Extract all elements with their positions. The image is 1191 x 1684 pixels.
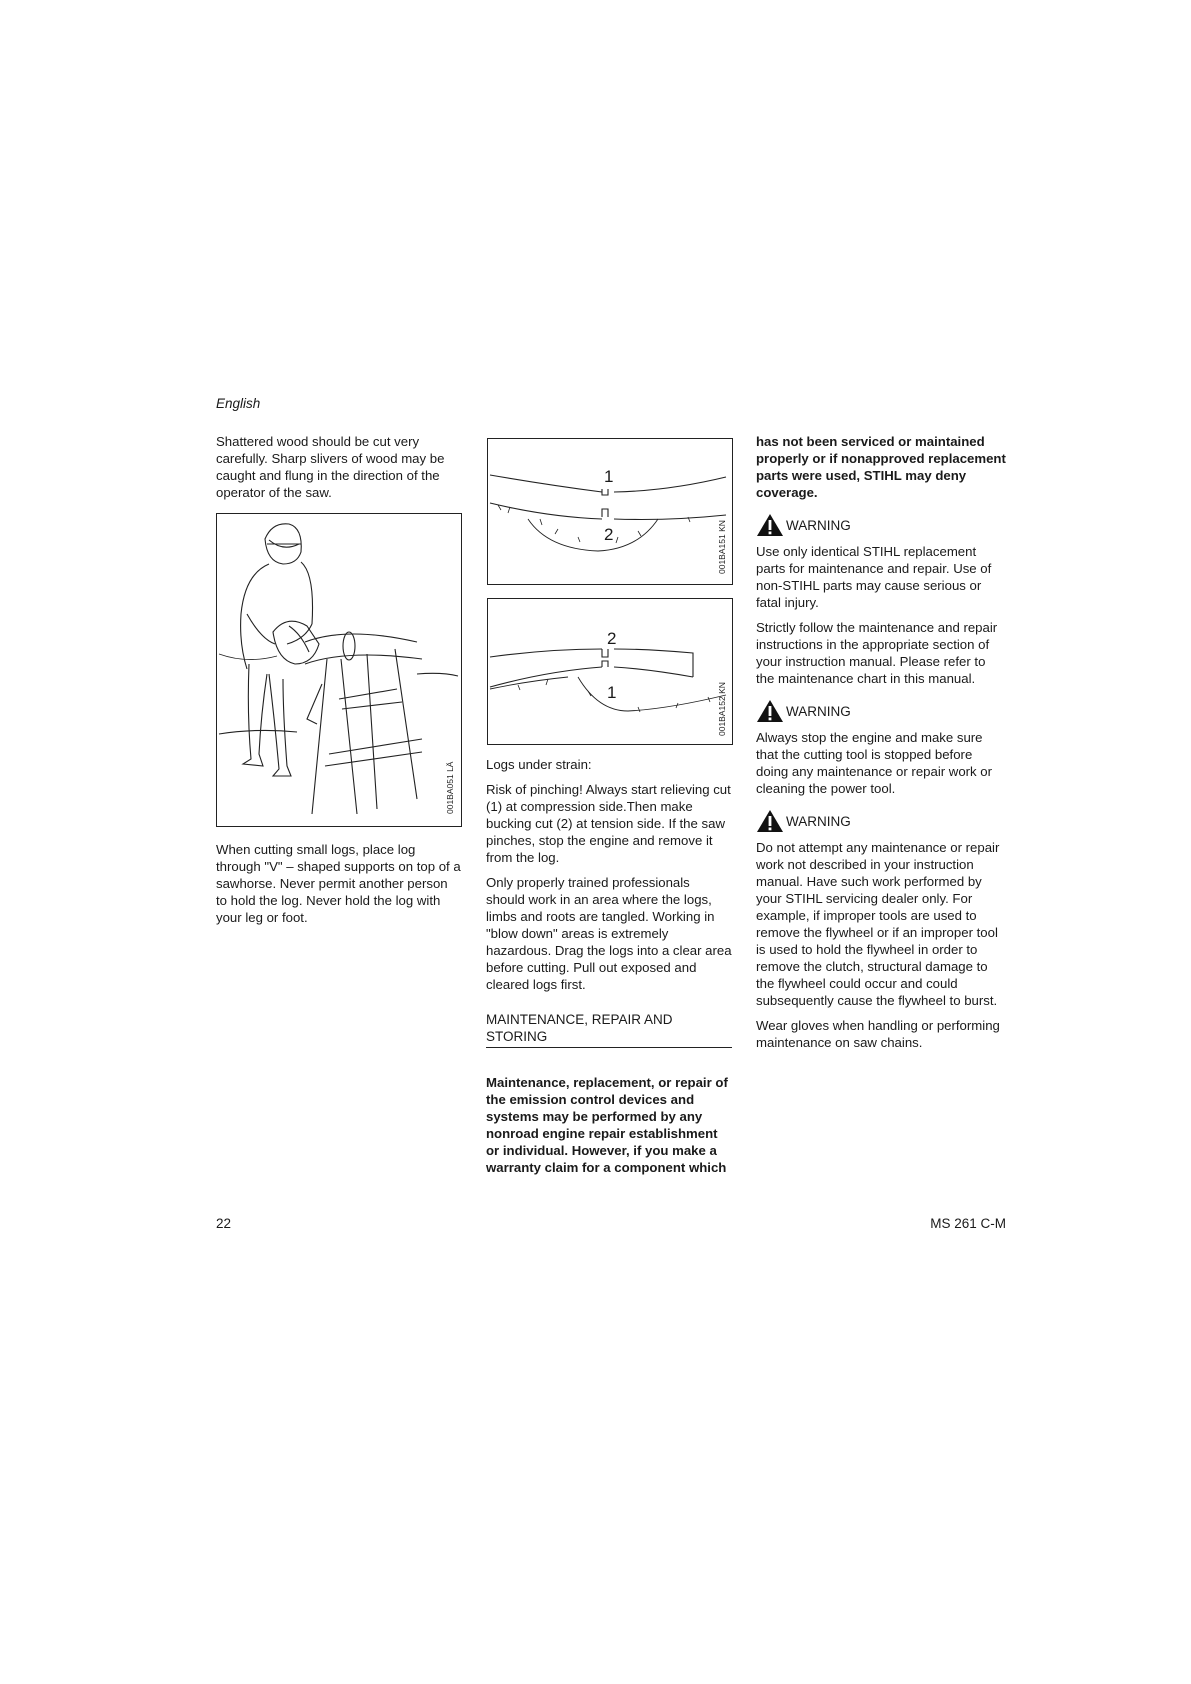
label-bottom: 1 <box>607 683 617 702</box>
warning-2 <box>756 699 1006 723</box>
warning-label: WARNING <box>786 813 851 829</box>
warning-triangle-icon <box>756 699 784 723</box>
column-3 <box>756 433 1006 1051</box>
no-unauthorized-repair-text: Do not attempt any maintenance or repair work not described in your instruction manual. Have such work performed by your STIHL servicing dealer only. For example, if improper tools are used to remove the flywheel or if an improper tool is used to hold the flywheel in order to remove the clutch, structural damage to the flywheel could occur and could subsequently cause the flywheel to burst. <box>756 840 1000 1008</box>
warning-label: WARNING <box>786 703 851 719</box>
log-cut-drawing-2 <box>488 599 731 743</box>
model-label: MS 261 C-M <box>930 1216 1006 1231</box>
page-number: 22 <box>216 1216 232 1231</box>
professionals-text: Only properly trained professionals should work in an area where the logs, limbs and roots are tangled. Working in "blow down" areas is extremely hazardous. Drag the logs into a clear area before cutting. Pull out exposed and cleared logs first. <box>486 875 732 992</box>
operator-sawhorse-drawing <box>217 514 460 825</box>
log-strain-figure-2 <box>487 598 733 745</box>
logs-caption: Logs under strain: <box>486 757 592 772</box>
wear-gloves-text: Wear gloves when handling or performing maintenance on saw chains. <box>756 1018 1000 1050</box>
maintenance-heading: MAINTENANCE, REPAIR AND STORING <box>486 1011 732 1048</box>
language-label: English <box>216 396 261 411</box>
column-2-text <box>486 756 732 1176</box>
label-top: 1 <box>604 467 614 486</box>
sawhorse-illustration <box>216 513 462 827</box>
warning-1 <box>756 513 1006 537</box>
column-1 <box>216 433 462 501</box>
warning-label: WARNING <box>786 517 851 533</box>
figure-code: 001BA152 KN <box>717 682 727 736</box>
warning-triangle-icon <box>756 809 784 833</box>
warning-triangle-icon <box>756 513 784 537</box>
small-logs-text: When cutting small logs, place log through "V" – shaped supports on top of a sawhorse. Never permit another person to hold the log. Never hold the log with your leg or foot. <box>216 842 461 925</box>
pinching-text: Risk of pinching! Always start relieving cut (1) at compression side.Then make bucking cut (2) at tension side. If the saw pinches, stop the engine and remove it from the log. <box>486 782 731 865</box>
figure-code: 001BA051 LÄ <box>445 761 455 814</box>
warranty-continued-text: has not been serviced or maintained properly or if nonapproved replacement parts were used, STIHL may deny coverage. <box>756 434 1006 500</box>
follow-instructions-text: Strictly follow the maintenance and repair instructions in the appropriate section of your instruction manual. Please refer to the maintenance chart in this manual. <box>756 620 998 686</box>
figure-code: 001BA151 KN <box>717 520 727 574</box>
log-strain-figure-1 <box>487 438 733 585</box>
log-cut-drawing-1 <box>488 439 731 583</box>
shattered-wood-text: Shattered wood should be cut very carefully. Sharp slivers of wood may be caught and flung in the direction of the operator of the saw. <box>216 434 445 500</box>
emission-control-text: Maintenance, replacement, or repair of the emission control devices and systems may be performed by any nonroad engine repair establishment or individual. However, if you make a warranty claim for a component which <box>486 1075 728 1175</box>
label-top: 2 <box>607 629 617 648</box>
label-bottom: 2 <box>604 525 614 544</box>
warning-3 <box>756 809 1006 833</box>
small-logs-section <box>216 841 462 926</box>
stop-engine-text: Always stop the engine and make sure that the cutting tool is stopped before doing any maintenance or repair work or cleaning the power tool. <box>756 730 993 796</box>
replacement-parts-text: Use only identical STIHL replacement parts for maintenance and repair. Use of non-STIHL parts may cause serious or fatal injury. <box>756 544 992 610</box>
